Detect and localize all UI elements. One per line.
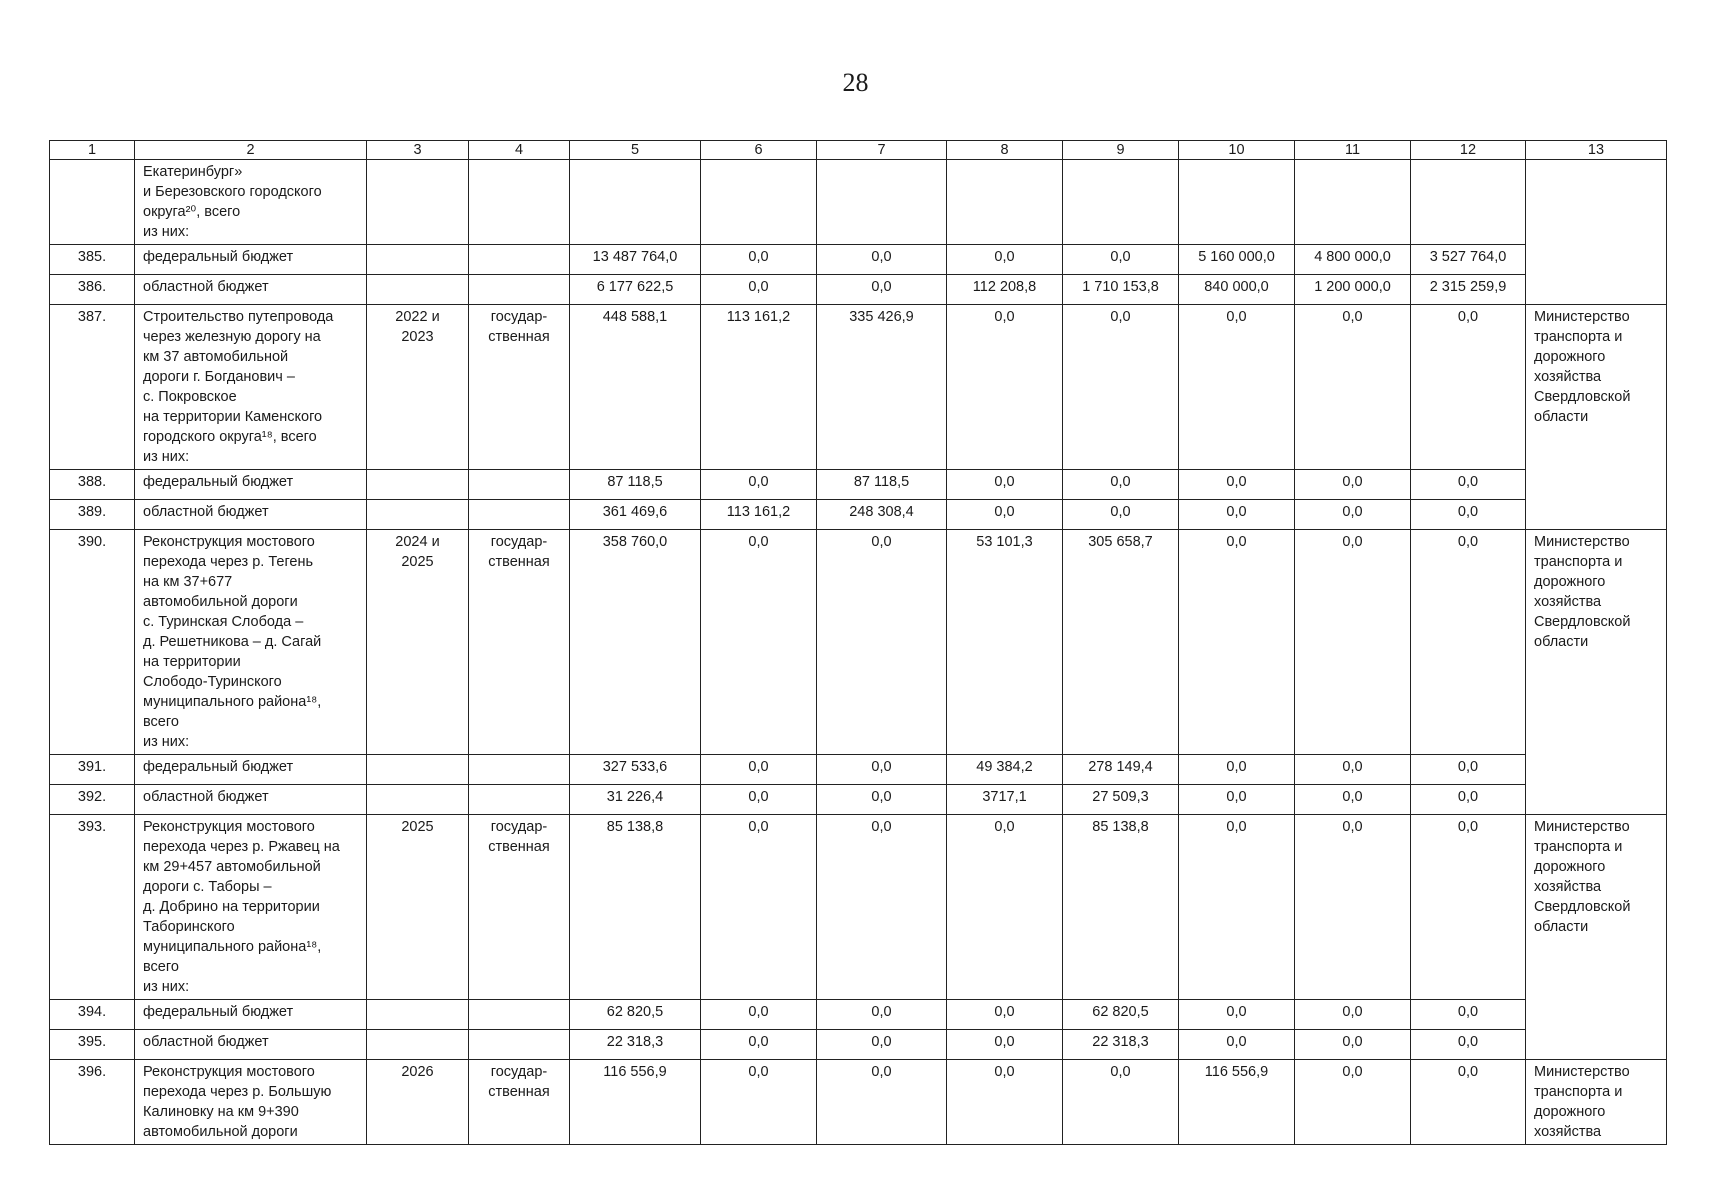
value-cell: 0,0 <box>947 500 1063 530</box>
row-name: федеральный бюджет <box>135 1000 367 1030</box>
value-cell: 0,0 <box>1179 1030 1295 1060</box>
value-cell: 248 308,4 <box>817 500 947 530</box>
row-number: 385. <box>50 245 135 275</box>
row-name: федеральный бюджет <box>135 755 367 785</box>
value-cell: 327 533,6 <box>570 755 701 785</box>
value-cell: 53 101,3 <box>947 530 1063 755</box>
column-header: 13 <box>1526 141 1667 160</box>
value-cell: 6 177 622,5 <box>570 275 701 305</box>
value-cell: 0,0 <box>1295 1030 1411 1060</box>
value-cell: 113 161,2 <box>701 305 817 470</box>
value-cell: 13 487 764,0 <box>570 245 701 275</box>
responsible-executor: Министерство транспорта и дорожного хозяйства <box>1526 1060 1667 1145</box>
value-cell: 0,0 <box>1295 785 1411 815</box>
value-cell: 0,0 <box>701 755 817 785</box>
value-cell: 0,0 <box>1411 470 1526 500</box>
row-name: областной бюджет <box>135 275 367 305</box>
value-cell: 0,0 <box>701 470 817 500</box>
value-cell <box>701 160 817 245</box>
row-years: 2025 <box>367 815 469 1000</box>
column-header: 5 <box>570 141 701 160</box>
value-cell: 0,0 <box>701 1030 817 1060</box>
value-cell: 0,0 <box>947 245 1063 275</box>
row-type <box>469 1000 570 1030</box>
row-number: 392. <box>50 785 135 815</box>
value-cell: 0,0 <box>1411 1060 1526 1145</box>
value-cell: 0,0 <box>1179 815 1295 1000</box>
row-years <box>367 160 469 245</box>
row-number: 388. <box>50 470 135 500</box>
row-number: 394. <box>50 1000 135 1030</box>
value-cell: 0,0 <box>701 815 817 1000</box>
value-cell: 0,0 <box>701 1060 817 1145</box>
value-cell: 0,0 <box>817 815 947 1000</box>
row-years <box>367 500 469 530</box>
value-cell: 0,0 <box>1179 530 1295 755</box>
value-cell: 0,0 <box>1295 530 1411 755</box>
value-cell: 0,0 <box>947 815 1063 1000</box>
value-cell: 4 800 000,0 <box>1295 245 1411 275</box>
value-cell: 0,0 <box>1295 1000 1411 1030</box>
row-number: 393. <box>50 815 135 1000</box>
table-row <box>50 275 1667 305</box>
value-cell: 0,0 <box>1411 1000 1526 1030</box>
value-cell: 27 509,3 <box>1063 785 1179 815</box>
row-type: государ- ственная <box>469 305 570 470</box>
table-row <box>50 160 1667 245</box>
value-cell: 87 118,5 <box>570 470 701 500</box>
row-number: 395. <box>50 1030 135 1060</box>
column-header: 4 <box>469 141 570 160</box>
value-cell: 49 384,2 <box>947 755 1063 785</box>
responsible-executor: Министерство транспорта и дорожного хозяйства Свердловской области <box>1526 815 1667 1060</box>
value-cell: 85 138,8 <box>570 815 701 1000</box>
value-cell: 31 226,4 <box>570 785 701 815</box>
value-cell: 278 149,4 <box>1063 755 1179 785</box>
value-cell: 305 658,7 <box>1063 530 1179 755</box>
page-number: 28 <box>842 68 869 97</box>
value-cell: 5 160 000,0 <box>1179 245 1295 275</box>
column-header: 2 <box>135 141 367 160</box>
value-cell: 0,0 <box>1295 755 1411 785</box>
row-name: областной бюджет <box>135 785 367 815</box>
row-name: федеральный бюджет <box>135 470 367 500</box>
column-header: 8 <box>947 141 1063 160</box>
value-cell: 0,0 <box>1411 755 1526 785</box>
row-type <box>469 500 570 530</box>
value-cell: 0,0 <box>1063 500 1179 530</box>
row-name: областной бюджет <box>135 500 367 530</box>
row-number: 386. <box>50 275 135 305</box>
row-name: областной бюджет <box>135 1030 367 1060</box>
value-cell: 0,0 <box>817 275 947 305</box>
value-cell: 116 556,9 <box>570 1060 701 1145</box>
column-header: 7 <box>817 141 947 160</box>
row-number: 391. <box>50 755 135 785</box>
row-name: Реконструкция мостового перехода через р. Ржавец на км 29+457 автомобильной дороги с. Таборы – д. Добрино на территории Таборинского муниципального района¹⁸, всего из них: <box>135 815 367 1000</box>
value-cell: 358 760,0 <box>570 530 701 755</box>
value-cell: 0,0 <box>1179 785 1295 815</box>
value-cell: 22 318,3 <box>1063 1030 1179 1060</box>
row-type <box>469 785 570 815</box>
value-cell: 0,0 <box>1411 815 1526 1000</box>
column-header: 11 <box>1295 141 1411 160</box>
responsible-executor <box>1526 160 1667 305</box>
row-name: Строительство путепровода через железную дорогу на км 37 автомобильной дороги г. Богданович – с. Покровское на территории Каменского городского округа¹⁸, всего из них: <box>135 305 367 470</box>
value-cell: 0,0 <box>701 245 817 275</box>
value-cell: 0,0 <box>1411 785 1526 815</box>
value-cell: 0,0 <box>947 305 1063 470</box>
value-cell: 0,0 <box>701 785 817 815</box>
value-cell: 2 315 259,9 <box>1411 275 1526 305</box>
column-header: 3 <box>367 141 469 160</box>
value-cell: 113 161,2 <box>701 500 817 530</box>
table-row <box>50 1000 1667 1030</box>
value-cell: 112 208,8 <box>947 275 1063 305</box>
table-row <box>50 1030 1667 1060</box>
value-cell: 448 588,1 <box>570 305 701 470</box>
budget-table <box>49 140 1667 1145</box>
row-years <box>367 1000 469 1030</box>
value-cell: 0,0 <box>1411 305 1526 470</box>
row-number: 390. <box>50 530 135 755</box>
row-years: 2024 и 2025 <box>367 530 469 755</box>
value-cell: 0,0 <box>1411 530 1526 755</box>
row-years: 2022 и 2023 <box>367 305 469 470</box>
row-name: Екатеринбург» и Березовского городского округа²⁰, всего из них: <box>135 160 367 245</box>
row-number: 389. <box>50 500 135 530</box>
table-row <box>50 245 1667 275</box>
value-cell: 0,0 <box>1179 1000 1295 1030</box>
table-row <box>50 470 1667 500</box>
column-header: 1 <box>50 141 135 160</box>
responsible-executor: Министерство транспорта и дорожного хозяйства Свердловской области <box>1526 530 1667 815</box>
table-row <box>50 755 1667 785</box>
table-row <box>50 1060 1667 1145</box>
value-cell: 0,0 <box>1063 1060 1179 1145</box>
row-type: государ- ственная <box>469 1060 570 1145</box>
table-row <box>50 815 1667 1000</box>
value-cell: 0,0 <box>1179 755 1295 785</box>
value-cell <box>947 160 1063 245</box>
column-header: 10 <box>1179 141 1295 160</box>
value-cell: 0,0 <box>1411 1030 1526 1060</box>
row-type <box>469 470 570 500</box>
responsible-executor: Министерство транспорта и дорожного хозяйства Свердловской области <box>1526 305 1667 530</box>
value-cell: 1 200 000,0 <box>1295 275 1411 305</box>
value-cell: 0,0 <box>1411 500 1526 530</box>
row-name: Реконструкция мостового перехода через р. Большую Калиновку на км 9+390 автомобильной дороги <box>135 1060 367 1145</box>
column-header: 9 <box>1063 141 1179 160</box>
value-cell: 62 820,5 <box>1063 1000 1179 1030</box>
value-cell: 0,0 <box>817 1030 947 1060</box>
value-cell: 87 118,5 <box>817 470 947 500</box>
table-row <box>50 785 1667 815</box>
value-cell: 0,0 <box>1295 815 1411 1000</box>
value-cell: 0,0 <box>817 1060 947 1145</box>
row-years <box>367 470 469 500</box>
row-years <box>367 785 469 815</box>
value-cell: 0,0 <box>1063 305 1179 470</box>
row-years: 2026 <box>367 1060 469 1145</box>
row-type <box>469 160 570 245</box>
row-type: государ- ственная <box>469 815 570 1000</box>
value-cell: 116 556,9 <box>1179 1060 1295 1145</box>
row-years <box>367 275 469 305</box>
value-cell: 0,0 <box>701 1000 817 1030</box>
value-cell: 3717,1 <box>947 785 1063 815</box>
column-header: 6 <box>701 141 817 160</box>
value-cell: 0,0 <box>817 785 947 815</box>
value-cell: 0,0 <box>701 530 817 755</box>
value-cell: 0,0 <box>1295 305 1411 470</box>
row-type: государ- ственная <box>469 530 570 755</box>
value-cell <box>570 160 701 245</box>
value-cell <box>817 160 947 245</box>
value-cell <box>1295 160 1411 245</box>
row-number: 387. <box>50 305 135 470</box>
row-number <box>50 160 135 245</box>
value-cell: 0,0 <box>1179 500 1295 530</box>
row-type <box>469 1030 570 1060</box>
value-cell: 0,0 <box>1179 470 1295 500</box>
value-cell: 0,0 <box>947 1000 1063 1030</box>
value-cell: 840 000,0 <box>1179 275 1295 305</box>
value-cell: 0,0 <box>947 1060 1063 1145</box>
value-cell <box>1179 160 1295 245</box>
value-cell: 0,0 <box>817 1000 947 1030</box>
row-name: федеральный бюджет <box>135 245 367 275</box>
row-name: Реконструкция мостового перехода через р. Тегень на км 37+677 автомобильной дороги с. Туринская Слобода – д. Решетникова – д. Сагай на территории Слободо-Туринского муниципального района¹⁸, всего из них: <box>135 530 367 755</box>
value-cell: 0,0 <box>817 755 947 785</box>
row-years <box>367 245 469 275</box>
value-cell: 85 138,8 <box>1063 815 1179 1000</box>
table-row <box>50 530 1667 755</box>
value-cell: 3 527 764,0 <box>1411 245 1526 275</box>
value-cell: 62 820,5 <box>570 1000 701 1030</box>
value-cell <box>1411 160 1526 245</box>
value-cell: 0,0 <box>817 530 947 755</box>
column-header: 12 <box>1411 141 1526 160</box>
value-cell: 0,0 <box>1063 470 1179 500</box>
value-cell: 22 318,3 <box>570 1030 701 1060</box>
table-row <box>50 305 1667 470</box>
value-cell <box>1063 160 1179 245</box>
value-cell: 0,0 <box>947 1030 1063 1060</box>
value-cell: 0,0 <box>701 275 817 305</box>
value-cell: 1 710 153,8 <box>1063 275 1179 305</box>
value-cell: 0,0 <box>1295 470 1411 500</box>
value-cell: 0,0 <box>817 245 947 275</box>
row-type <box>469 755 570 785</box>
value-cell: 0,0 <box>947 470 1063 500</box>
value-cell: 361 469,6 <box>570 500 701 530</box>
row-type <box>469 245 570 275</box>
row-years <box>367 755 469 785</box>
table-row <box>50 500 1667 530</box>
row-type <box>469 275 570 305</box>
value-cell: 0,0 <box>1295 1060 1411 1145</box>
row-years <box>367 1030 469 1060</box>
value-cell: 0,0 <box>1295 500 1411 530</box>
row-number: 396. <box>50 1060 135 1145</box>
value-cell: 0,0 <box>1063 245 1179 275</box>
column-number-row <box>50 141 1667 160</box>
value-cell: 0,0 <box>1179 305 1295 470</box>
value-cell: 335 426,9 <box>817 305 947 470</box>
